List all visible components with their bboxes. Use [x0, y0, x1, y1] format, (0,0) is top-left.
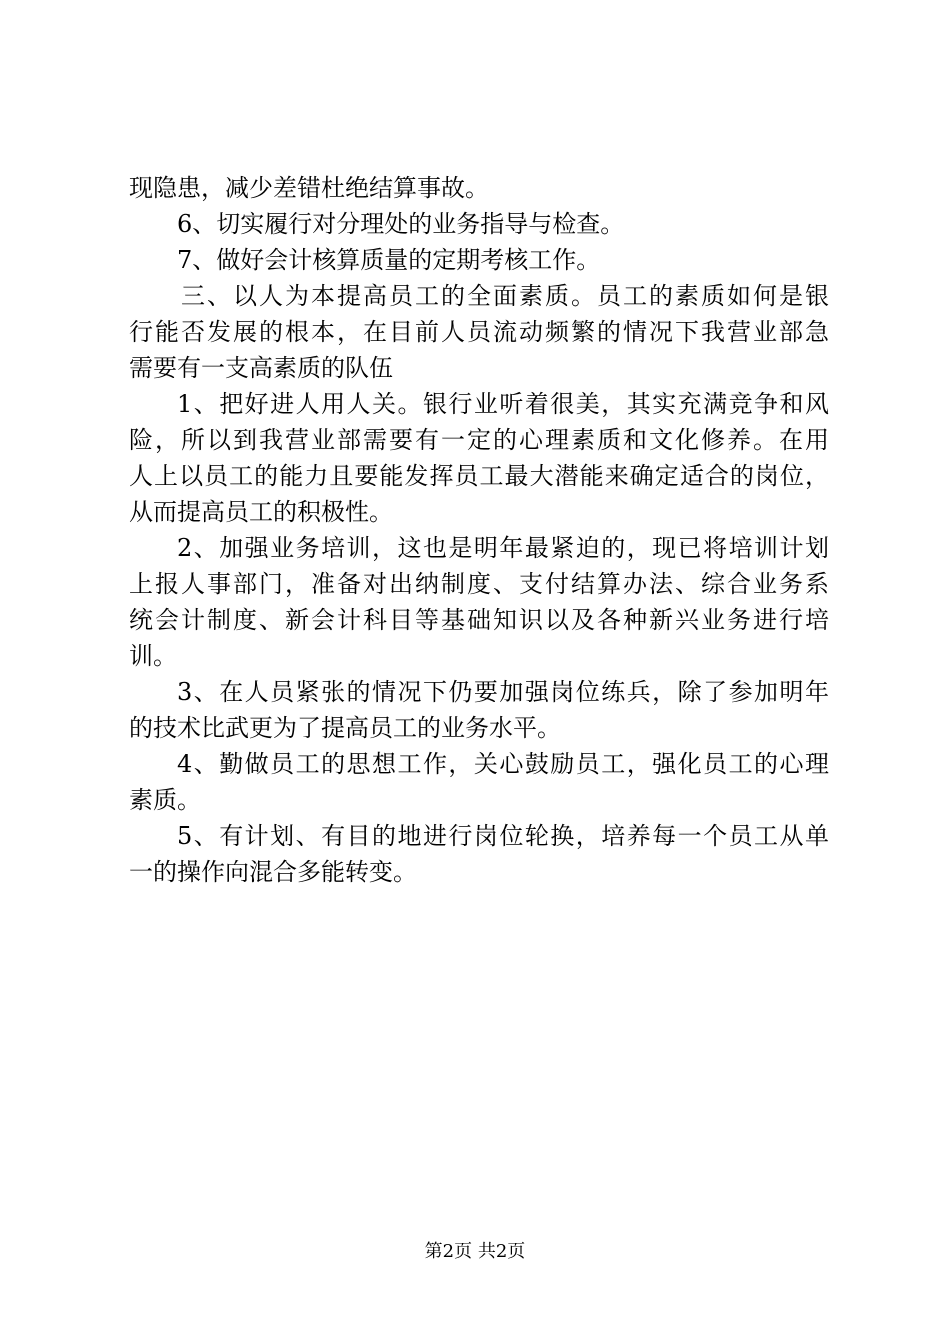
page-number: 第2页 共2页: [424, 1241, 526, 1262]
list-item: 5、有计划、有目的地进行岗位轮换，培养每一个员工从单: [177, 822, 829, 850]
section-heading-line: 三、以人为本提高员工的全面素质。员工的素质如何是银: [181, 282, 829, 310]
text-line: 需要有一支高素质的队伍: [129, 354, 393, 382]
text-line: 一的操作向混合多能转变。: [129, 858, 417, 886]
list-item: 7、做好会计核算质量的定期考核工作。: [177, 246, 601, 274]
text-line: 的技术比武更为了提高员工的业务水平。: [129, 714, 561, 742]
text-line: 训。: [129, 642, 177, 670]
page-footer: [0, 1240, 950, 1264]
list-item: 1、把好进人用人关。银行业听着很美，其实充满竞争和风: [177, 390, 829, 418]
text-line: 素质。: [129, 786, 201, 814]
document-body: [129, 170, 829, 890]
text-line: 从而提高员工的积极性。: [129, 498, 393, 526]
list-item: 2、加强业务培训，这也是明年最紧迫的，现已将培训计划: [177, 534, 829, 562]
text-line: 行能否发展的根本，在目前人员流动频繁的情况下我营业部急: [129, 318, 829, 346]
list-item: 3、在人员紧张的情况下仍要加强岗位练兵，除了参加明年: [177, 678, 829, 706]
list-item: 4、勤做员工的思想工作，关心鼓励员工，强化员工的心理: [177, 750, 829, 778]
text-line: 人上以员工的能力且要能发挥员工最大潜能来确定适合的岗位，: [129, 462, 829, 490]
text-line: 上报人事部门，准备对出纳制度、支付结算办法、综合业务系: [129, 570, 829, 598]
text-line: 统会计制度、新会计科目等基础知识以及各种新兴业务进行培: [129, 606, 829, 634]
text-line: 险，所以到我营业部需要有一定的心理素质和文化修养。在用: [129, 426, 829, 454]
text-line: 现隐患，减少差错杜绝结算事故。: [129, 174, 489, 202]
list-item: 6、切实履行对分理处的业务指导与检查。: [177, 210, 625, 238]
